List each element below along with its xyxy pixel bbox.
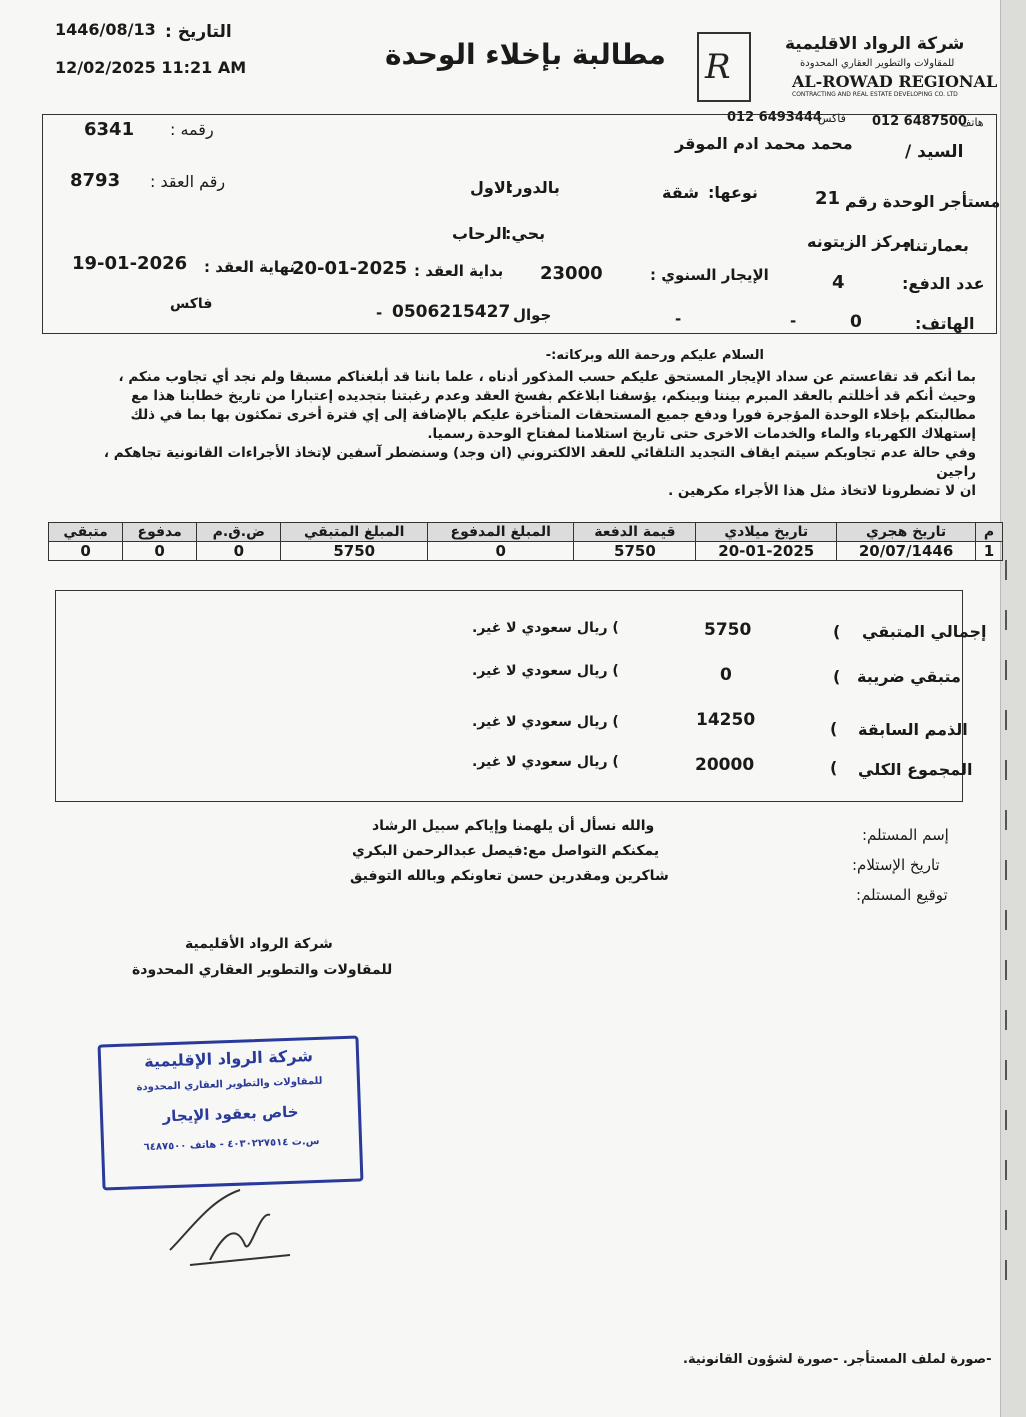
district-label: بحي: [505,224,546,243]
dash-1: - [790,312,797,330]
phone-label: هاتف [960,116,984,129]
signatory-company-sub: للمقاولات والتطوير العقاري المحدودة [132,962,393,978]
col-installment: قيمة الدفعة [574,523,696,542]
signature [150,1170,310,1280]
cell-remaining-amount: 5750 [281,542,428,561]
letter-number-label: رقمه : [170,120,214,139]
cell-hijri: 20/07/1446 [837,542,976,561]
table-header-row [49,523,1003,542]
greeting: السلام عليكم ورحمة الله وبركاته:- [545,348,764,363]
phone-label-info: الهاتف: [915,314,975,333]
previous-value: 14250 [696,710,756,730]
hijri-date: 1446/08/13 [55,20,156,39]
floor-value: الاول [470,178,512,197]
contract-end-label: نهاية العقد : [204,258,296,276]
contract-start: 20-01-2025 [292,258,408,279]
body-line-4: إستهلاك الكهرباء والماء والخدمات الاخرى حتى تاريخ استلامنا لمفتاح الوحدة رسميا. [427,426,976,442]
dash-3: - [376,304,383,322]
stamp-line-2: للمقاولات والتطوير العقاري المحدودة [136,1075,323,1094]
stamp-line-1: شركة الرواد الإقليمية [143,1046,314,1071]
annual-rent-label: الإيجار السنوي : [650,266,769,284]
stamp-line-4: س.ت ٤٠٣٠٢٢٧٥١٤ - هاتف ٦٤٨٧٥٠٠ [143,1135,320,1154]
district-value: الرحاب [452,224,508,243]
unit-label: مستأجر الوحدة رقم [845,192,1001,211]
receiver-name-label: إسم المستلم: [862,826,949,844]
grand-total-value: 20000 [695,755,755,775]
body-line-2: وحيث أنكم قد أخللتم بالعقد المبرم بيننا وبينكم، يؤسفنا ابلاغكم بفسخ العقد وعدم رغبتنا بتجديده إعتبارا من تاريخ خطابنا هذا مع [131,388,976,404]
grand-open-paren: ( [830,758,838,777]
unit-type: شقة [662,183,699,202]
cell-index: 1 [976,542,1003,561]
cell-gregorian: 20-01-2025 [696,542,837,561]
total-currency: ) ريال سعودي لا غير. [472,620,619,636]
company-sub-ar: للمقاولات والتطوير العقاري المحدودة [800,58,955,69]
unit-type-label: نوعها: [708,183,758,202]
col-gregorian: تاريخ ميلادي [696,523,837,542]
total-value: 5750 [704,620,752,640]
phone-number: 012 6487500 [872,114,967,129]
payments-count: 4 [832,272,845,293]
col-remaining: متبقي [49,523,123,542]
col-hijri: تاريخ هجري [837,523,976,542]
col-paid-amount: المبلغ المدفوع [428,523,574,542]
floor-label: بالدور: [507,178,560,197]
total-label: إجمالي المتبقي [862,622,987,641]
fax-label: فاكس [818,112,846,125]
date-label: التاريخ : [165,22,232,42]
contract-start-label: بداية العقد : [414,262,504,280]
company-name-ar: شركة الرواد الاقليمية [785,34,965,54]
cell-installment: 5750 [574,542,696,561]
mr-label: السيد / [905,142,964,162]
cell-paid-amount: 0 [428,542,574,561]
previous-label: الذمم السابقة [858,720,968,739]
stamp-line-3: خاص بعقود الإيجار [162,1102,299,1126]
mobile-number: 0506215427 [392,302,511,322]
phone-value: 0 [850,312,862,332]
payments-label: عدد الدفع: [902,274,985,293]
mobile-label: جوال [513,306,552,324]
cell-remaining: 0 [49,542,123,561]
body-line-6: ان لا تضطرونا لاتخاذ مثل هذا الأجراء مكرهين . [668,483,976,499]
letter-number: 6341 [84,119,135,140]
signatory-company: شركة الرواد الأقليمية [185,936,333,952]
cell-vat: 0 [197,542,281,561]
tenant-name: محمد محمد ادم الموقر [675,134,853,153]
thanks-line: شاكرين ومقدرين حسن تعاونكم وبالله التوفيق [350,868,669,884]
annual-rent: 23000 [540,263,603,284]
contact-line: يمكنكم التواصل مع:فيصل عبدالرحمن البكري [352,843,660,859]
page-title: مطالبة بإخلاء الوحدة [385,38,666,71]
building-value: مركز الزيتونه [807,232,912,251]
cell-paid: 0 [123,542,197,561]
tax-label: متبقي ضريبة [857,667,961,686]
grand-total-currency: ) ريال سعودي لا غير. [472,754,619,770]
grand-total-label: المجموع الكلي [858,760,973,779]
letter-body [96,368,976,501]
tax-open-paren: ( [833,667,841,686]
company-name-en: AL-ROWAD REGIONAL [792,72,998,91]
table-row [49,542,1003,561]
previous-open-paren: ( [830,719,838,738]
previous-currency: ) ريال سعودي لا غير. [472,714,619,730]
col-vat: ض.ق.م [197,523,281,542]
company-stamp [98,1035,364,1190]
col-remaining-amount: المبلغ المتبقي [281,523,428,542]
copies-note: -صورة لملف المستأجر. -صورة لشؤون القانونية. [683,1352,992,1367]
prayer-line: والله نسأل أن يلهمنا وإياكم سبيل الرشاد [372,818,655,834]
company-sub-en: CONTRACTING AND REAL ESTATE DEVELOPING CO. LTD [792,91,958,98]
receiver-signature-label: توقيع المستلم: [856,886,948,904]
body-line-3: مطالبتكم بإخلاء الوحدة المؤجرة فورا ودفع جميع المستحقات المتأخرة عليكم بالإضافة إلى إي فترة أخرى تمكثون بها بما في ذلك [130,407,976,423]
fax-label-info: فاكس [170,296,213,312]
payments-table [48,522,1003,561]
datetime: 12/02/2025 11:21 AM [55,58,247,77]
col-paid: مدفوع [123,523,197,542]
svg-text:R: R [705,47,731,87]
col-index: م [976,523,1003,542]
fax-number: 012 6493444 [727,110,822,125]
tax-currency: ) ريال سعودي لا غير. [472,663,619,679]
body-line-1: بما أنكم قد تقاعستم عن سداد الإيجار المستحق عليكم حسب المذكور أدناه ، علما باننا قد أبلغناكم مسبقا ولم نجد أي تجاوب منكم ، [118,369,976,385]
building-label: بعمارتنا: [903,236,969,255]
tax-value: 0 [720,665,732,685]
page-edge [1000,0,1026,1417]
contract-label: رقم العقد : [150,172,226,191]
body-line-5: وفي حالة عدم تجاوبكم سيتم ايقاف التجديد التلقائي للعقد الالكتروني (ان وجد) وسنضطر آسفين لإتخاذ الأجراءات القانونية تجاهكم ، راجين [103,445,976,480]
total-open-paren: ( [833,622,841,641]
company-logo [697,32,751,102]
dash-2: - [675,310,682,328]
unit-number: 21 [815,188,841,209]
contract-end: 19-01-2026 [72,253,188,274]
contract-number: 8793 [70,170,121,191]
receive-date-label: تاريخ الإستلام: [852,856,940,874]
